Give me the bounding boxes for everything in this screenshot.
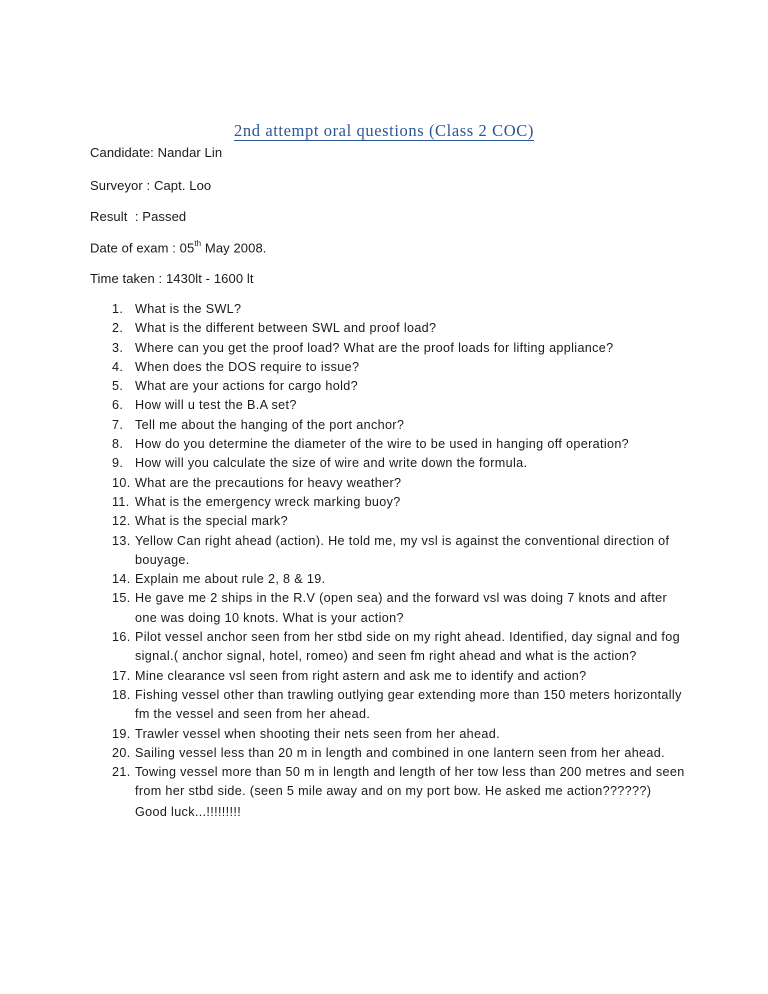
question-text: What is the different between SWL and proof load?: [135, 321, 437, 336]
question-number: 4.: [112, 359, 124, 374]
question-number: 9.: [112, 456, 124, 471]
question-text: Where can you get the proof load? What are the proof loads for lifting appliance?: [135, 340, 614, 355]
question-item: [90, 686, 690, 725]
question-item: [90, 396, 690, 415]
question-text: Sailing vessel less than 20 m in length and combined in one lantern seen from her ahead.: [135, 745, 665, 760]
question-text: Towing vessel more than 50 m in length and length of her tow less than 200 metres and seen from her stbd side. (seen 5 mile away and on my port bow. He asked me action??????): [135, 765, 685, 799]
question-item: [90, 570, 690, 589]
question-text: What are the precautions for heavy weather?: [135, 475, 402, 490]
question-text: How will you calculate the size of wire and write down the formula.: [135, 456, 528, 471]
question-item: [90, 532, 690, 571]
question-number: 19.: [112, 726, 131, 741]
question-number: 17.: [112, 668, 131, 683]
question-number: 8.: [112, 437, 124, 452]
question-number: 20.: [112, 745, 131, 760]
question-item: [90, 435, 690, 454]
question-item: [90, 589, 690, 628]
question-text: What is the emergency wreck marking buoy?: [135, 494, 401, 509]
question-item: [90, 763, 690, 802]
question-number: 1.: [112, 302, 124, 316]
question-number: 16.: [112, 630, 131, 645]
question-text: What is the special mark?: [135, 514, 288, 529]
date-line: [90, 240, 267, 255]
question-item: [90, 725, 690, 744]
question-number: 12.: [112, 514, 131, 529]
question-item: [90, 319, 690, 338]
question-text: Fishing vessel other than trawling outlying gear extending more than 150 meters horizontally fm the vessel and seen from her ahead.: [135, 687, 682, 722]
question-number: 15.: [112, 591, 131, 606]
document-title-text: 2nd attempt oral questions (Class 2 COC): [234, 121, 534, 140]
question-number: 6.: [112, 398, 124, 413]
question-number: 5.: [112, 379, 124, 394]
question-item: [90, 377, 690, 396]
question-number: 10.: [112, 475, 131, 490]
question-number: 2.: [112, 321, 124, 336]
question-text: What is the SWL?: [135, 302, 242, 316]
question-text: Tell me about the hanging of the port anchor?: [135, 417, 405, 432]
question-item: [90, 339, 690, 358]
question-text: He gave me 2 ships in the R.V (open sea) and the forward vsl was doing 7 knots and after one was doing 10 knots. What is your action?: [135, 591, 668, 625]
question-item: [90, 628, 690, 667]
question-item: [90, 744, 690, 763]
question-text: Mine clearance vsl seen from right astern and ask me to identify and action?: [135, 668, 587, 683]
date-prefix: Date of exam : 05: [90, 240, 195, 256]
question-item: [90, 416, 690, 435]
question-number: 3.: [112, 340, 124, 355]
question-item: [90, 493, 690, 512]
question-text: What are your actions for cargo hold?: [135, 379, 358, 394]
question-list: [90, 300, 690, 802]
surveyor-line: Surveyor : Capt. Loo: [90, 178, 212, 193]
question-text: How will u test the B.A set?: [135, 398, 297, 413]
question-text: Pilot vessel anchor seen from her stbd side on my right ahead. Identified, day signal and fog signal.( anchor signal, hotel, romeo) and seen fm right ahead and what is the action?: [135, 630, 680, 664]
question-item: [90, 300, 690, 319]
candidate-line: Candidate: Nandar Lin: [90, 145, 223, 160]
closing-line: Good luck...!!!!!!!!!: [135, 805, 242, 819]
question-number: 18.: [112, 687, 131, 702]
question-item: [90, 454, 690, 473]
question-item: [90, 474, 690, 493]
question-number: 13.: [112, 533, 131, 548]
date-ordinal: th: [194, 239, 202, 248]
question-text: Explain me about rule 2, 8 & 19.: [135, 572, 326, 587]
time-taken-line: Time taken : 1430lt - 1600 lt: [90, 271, 254, 286]
result-line: Result : Passed: [90, 209, 187, 224]
question-text: Yellow Can right ahead (action). He told me, my vsl is against the conventional direction of bouyage.: [135, 533, 670, 567]
question-number: 21.: [112, 765, 131, 780]
question-number: 11.: [112, 494, 130, 509]
question-item: [90, 358, 690, 377]
question-number: 14.: [112, 572, 131, 587]
question-number: 7.: [112, 417, 124, 432]
question-text: How do you determine the diameter of the wire to be used in hanging off operation?: [135, 437, 630, 452]
question-text: When does the DOS require to issue?: [135, 359, 360, 374]
document-title: [0, 121, 768, 141]
question-item: [90, 667, 690, 686]
question-text: Trawler vessel when shooting their nets seen from her ahead.: [135, 726, 500, 741]
question-item: [90, 512, 690, 531]
date-suffix: May 2008.: [201, 240, 267, 256]
